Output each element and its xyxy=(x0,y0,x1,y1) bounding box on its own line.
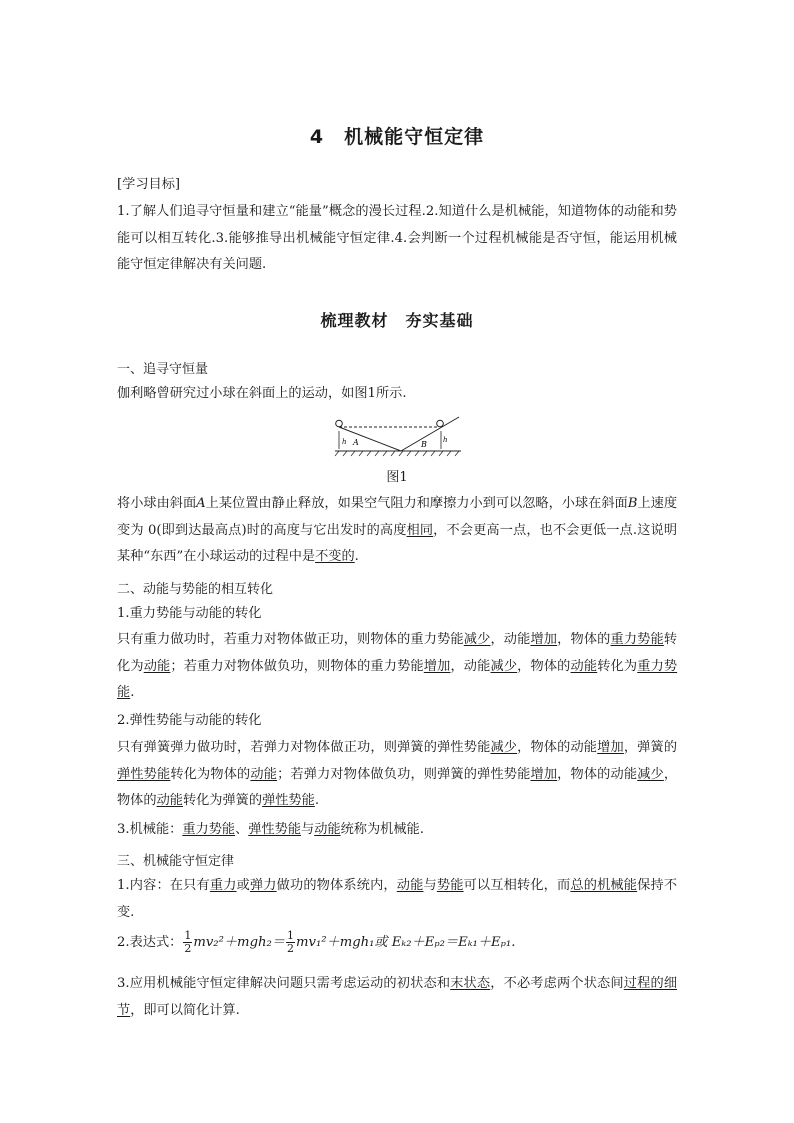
fraction-half-1: $\frac{1}{2}$ xyxy=(184,929,192,955)
figure-label-b: B xyxy=(421,440,427,449)
section-1-intro: 伽利略曾研究过小球在斜面上的运动，如图1所示. xyxy=(117,386,407,401)
section-1-heading: 一、追寻守恒量 xyxy=(117,362,209,377)
section-2-1-title: 1.重力势能与动能的转化 xyxy=(117,606,262,621)
section-3-heading: 三、机械能守恒定律 xyxy=(117,854,235,869)
figure-caption: 图1 xyxy=(386,470,408,485)
section-2-heading: 二、动能与势能的相互转化 xyxy=(117,582,274,597)
figure-label-h-left: h xyxy=(342,438,347,446)
figure-label-a: A xyxy=(353,438,359,447)
section-2-3-paragraph: 3.机械能：重力势能、弹性势能与动能统称为机械能. xyxy=(117,822,424,837)
section-3-3-paragraph: 3.应用机械能守恒定律解决问题只需考虑运动的初状态和末状态，不必考虑两个状态间过程的细节，即可以简化计算. xyxy=(117,976,678,1018)
section-title: 梳理教材 夯实基础 xyxy=(320,311,474,330)
incline-figure xyxy=(333,415,463,457)
figure-label-h-right: h xyxy=(443,436,448,444)
objectives-heading: [学习目标] xyxy=(117,177,181,192)
section-2-2-title: 2.弹性势能与动能的转化 xyxy=(117,713,262,728)
fraction-half-2: $\frac{1}{2}$ xyxy=(286,929,294,955)
section-1-paragraph: 将小球由斜面A上某位置由静止释放，如果空气阻力和摩擦力小到可以忽略，小球在斜面B上速度变为 0(即到达最高点)时的高度与它出发时的高度相同，不会更高一点，也不会更低一点.这说明某种“东西”在小球运动的过程中是不变的. xyxy=(117,496,678,564)
section-3-1-paragraph: 1.内容：在只有重力或弹力做功的物体系统内，动能与势能可以互相转化，而总的机械能保持不变. xyxy=(117,878,678,920)
page-title: 4 机械能守恒定律 xyxy=(309,126,485,148)
objectives-text: 1.了解人们追寻守恒量和建立“能量”概念的漫长过程.2.知道什么是机械能，知道物体的动能和势能可以相互转化.3.能够推导出机械能守恒定律.4.会判断一个过程机械能是否守恒，能运用机械能守恒定律解决有关问题. xyxy=(117,204,677,272)
section-2-1-paragraph: 只有重力做功时，若重力对物体做正功，则物体的重力势能减少，动能增加，物体的重力势能转化为动能；若重力对物体做负功，则物体的重力势能增加，动能减少，物体的动能转化为重力势能. xyxy=(117,632,678,700)
section-2-2-paragraph: 只有弹簧弹力做功时，若弹力对物体做正功，则弹簧的弹性势能减少，物体的动能增加，弹簧的弹性势能转化为物体的动能；若弹力对物体做负功，则弹簧的弹性势能增加，物体的动能减少，物体的动能转化为弹簧的弹性势能. xyxy=(117,740,678,808)
section-3-2-expression: 2.表达式： $\frac{1}{2}$ mv₂²＋mgh₂＝ $\frac{1}{2}$ mv₁²＋mgh₁或 Eₖ₂＋Eₚ₂＝Eₖ₁＋Eₚ₁. xyxy=(117,929,516,955)
